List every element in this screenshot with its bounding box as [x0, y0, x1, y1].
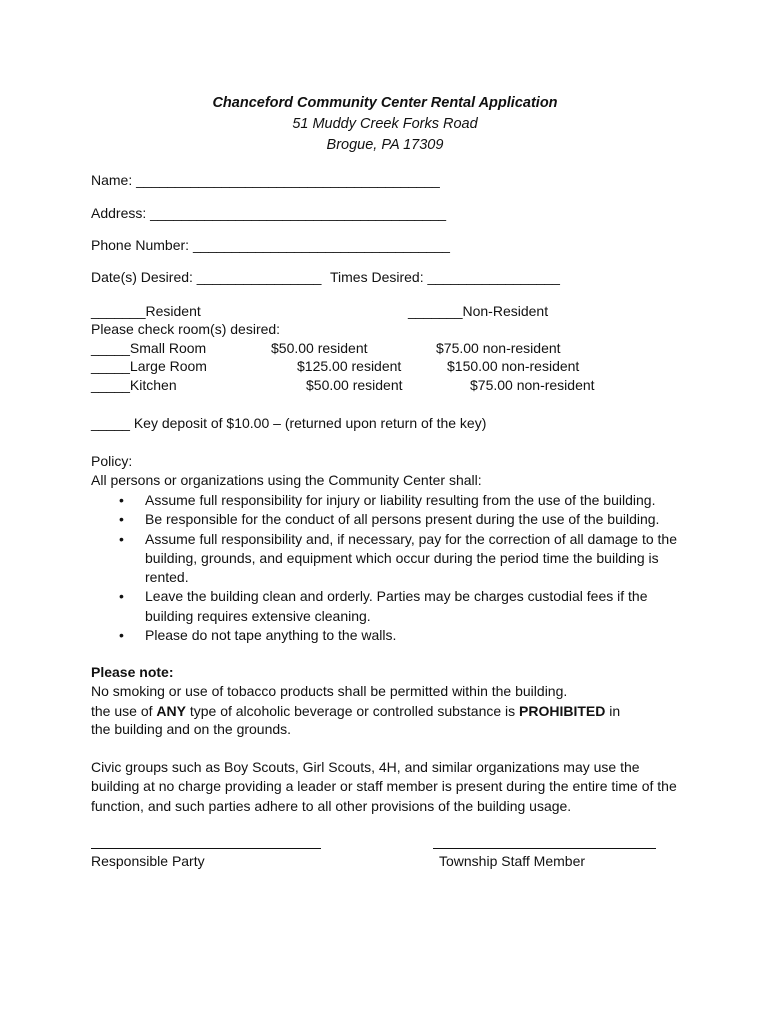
bullet-icon: •: [119, 627, 124, 644]
room-large-checkbox[interactable]: _____Large Room: [91, 358, 207, 374]
room-large-resident-price: $125.00 resident: [297, 358, 402, 374]
document-title: Chanceford Community Center Rental Application: [212, 95, 558, 111]
resident-checkbox[interactable]: _______Resident: [91, 303, 201, 319]
responsible-party-signature-line[interactable]: [91, 848, 321, 849]
civic-groups-paragraph: Civic groups such as Boy Scouts, Girl Scouts, 4H, and similar organizations may use the building at no charge providing a leader or staff member is present during the entire time of the function, and such parties adhere to all other provisions of the building usage.: [91, 759, 677, 814]
policy-item: • Assume full responsibility and, if necessary, pay for the correction of all damage to the building, grounds, and equipment which occur during the period time the building is rented.: [119, 530, 678, 586]
policy-item: • Assume full responsibility for injury or liability resulting from the use of the building.: [119, 491, 679, 510]
room-small-checkbox[interactable]: _____Small Room: [91, 340, 207, 356]
key-deposit-checkbox[interactable]: _____ Key deposit of $10.00 – (returned upon return of the key): [91, 415, 487, 431]
policy-heading: Policy:: [91, 453, 133, 469]
note-no-smoking: No smoking or use of tobacco products shall be permitted within the building.: [91, 683, 568, 699]
room-small-resident-price: $50.00 resident: [271, 340, 368, 356]
note-grounds: the building and on the grounds.: [91, 721, 292, 737]
room-small-nonresident-price: $75.00 non-resident: [436, 340, 561, 356]
room-kitchen-checkbox[interactable]: _____Kitchen: [91, 377, 177, 393]
policy-intro: All persons or organizations using the Community Center shall:: [91, 472, 482, 488]
name-field[interactable]: Name: _______________________________________: [91, 172, 440, 188]
rooms-prompt: Please check room(s) desired:: [91, 321, 281, 337]
room-kitchen-nonresident-price: $75.00 non-resident: [470, 377, 595, 393]
staff-signature-line[interactable]: [433, 848, 656, 849]
times-desired-field[interactable]: Times Desired: _________________: [330, 269, 560, 285]
non-resident-checkbox[interactable]: _______Non-Resident: [408, 303, 549, 319]
phone-field[interactable]: Phone Number: _________________________________: [91, 237, 450, 253]
room-kitchen-resident-price: $50.00 resident: [306, 377, 403, 393]
bullet-icon: •: [119, 530, 124, 547]
address-line-2: Brogue, PA 17309: [326, 137, 444, 153]
address-line-1: 51 Muddy Creek Forks Road: [292, 116, 478, 132]
room-large-nonresident-price: $150.00 non-resident: [447, 358, 580, 374]
policy-item: • Leave the building clean and orderly. Parties may be charges custodial fees if the building requires extensive cleaning.: [119, 588, 648, 624]
note-alcohol: the use of ANY type of alcoholic beverage or controlled substance is PROHIBITED in: [91, 703, 621, 719]
bullet-icon: •: [119, 588, 124, 605]
responsible-party-label: Responsible Party: [91, 853, 205, 869]
township-staff-label: Township Staff Member: [439, 853, 586, 869]
bullet-icon: •: [119, 511, 124, 528]
policy-list: [119, 491, 679, 645]
policy-item: • Be responsible for the conduct of all persons present during the use of the building.: [119, 510, 679, 529]
note-heading: Please note:: [91, 664, 174, 680]
bullet-icon: •: [119, 492, 124, 508]
address-field[interactable]: Address: ______________________________________: [91, 205, 447, 221]
dates-desired-field[interactable]: Date(s) Desired: ________________: [91, 269, 322, 285]
policy-item: • Please do not tape anything to the walls.: [119, 626, 679, 645]
